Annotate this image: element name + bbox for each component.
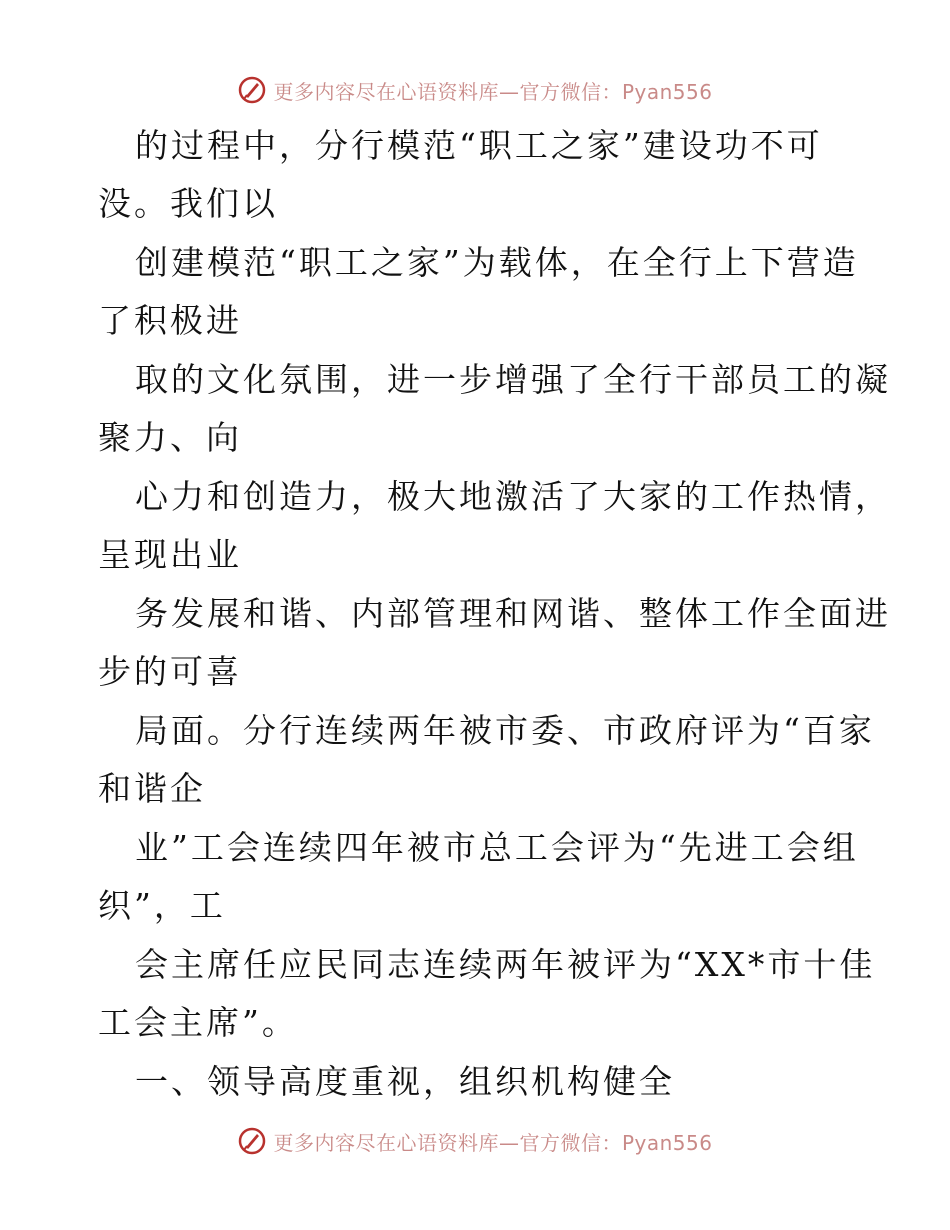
paragraph-line: 的过程中，分行模范“职工之家”建设功不可 <box>135 126 823 165</box>
paragraph-line: 和谐企 <box>98 769 206 808</box>
header-watermark <box>0 70 950 110</box>
paragraph-line: 了积极进 <box>98 301 242 340</box>
quill-logo-icon <box>237 1126 267 1156</box>
paragraph-line: 务发展和谐、内部管理和网谐、整体工作全面进 <box>135 594 891 633</box>
paragraph-line: 没。我们以 <box>98 184 278 223</box>
paragraph-line: 会主席任应民同志连续两年被评为“XX*市十佳 <box>135 945 876 984</box>
paragraph-line: 心力和创造力，极大地激活了大家的工作热情， <box>135 477 891 516</box>
watermark-text: 更多内容尽在心语资料库—官方微信：Pyan556 <box>273 79 713 104</box>
quill-logo-icon <box>237 75 267 105</box>
paragraph-line: 呈现出业 <box>98 535 242 574</box>
paragraph-line: 局面。分行连续两年被市委、市政府评为“百家 <box>135 711 875 750</box>
footer-watermark <box>0 1121 950 1161</box>
section-heading: 一、领导高度重视，组织机构健全 <box>135 1062 675 1101</box>
paragraph-line: 步的可喜 <box>98 652 242 691</box>
paragraph-line: 业”工会连续四年被市总工会评为“先进工会组 <box>135 828 859 867</box>
paragraph-line: 织”，工 <box>98 886 226 925</box>
paragraph-line: 取的文化氛围，进一步增强了全行干部员工的凝 <box>135 360 891 399</box>
paragraph-line: 工会主席”。 <box>98 1003 298 1042</box>
watermark-text: 更多内容尽在心语资料库—官方微信：Pyan556 <box>273 1130 713 1155</box>
paragraph-line: 创建模范“职工之家”为载体，在全行上下营造 <box>135 243 859 282</box>
paragraph-line: 聚力、向 <box>98 418 242 457</box>
